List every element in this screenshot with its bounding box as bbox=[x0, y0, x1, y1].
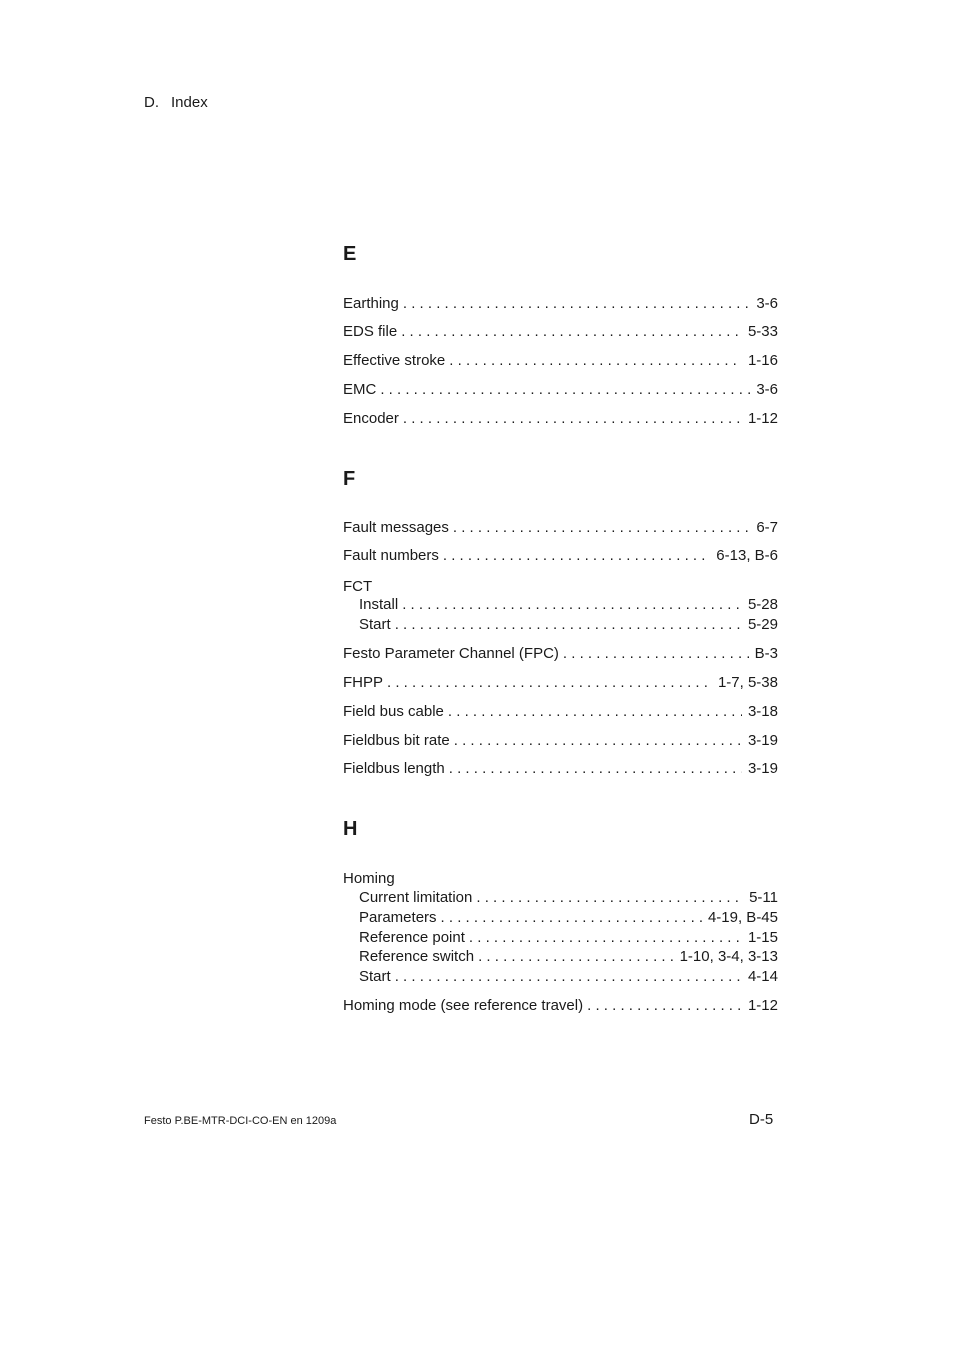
running-header bbox=[144, 94, 208, 111]
index-page-ref: 3-6 bbox=[756, 295, 778, 312]
index-entry bbox=[343, 410, 778, 430]
index-term: Fault numbers bbox=[343, 547, 439, 564]
index-term: Current limitation bbox=[359, 889, 473, 906]
leader-dots bbox=[395, 968, 742, 985]
index-term-heading: Homing bbox=[343, 870, 395, 887]
index-term: Fault messages bbox=[343, 519, 449, 536]
index-term: Homing mode (see reference travel) bbox=[343, 997, 584, 1014]
index-page-ref: 1-10, 3-4, 3-13 bbox=[679, 948, 778, 965]
index-page-ref: B-3 bbox=[754, 645, 778, 662]
index-entry bbox=[343, 760, 778, 780]
index-page-ref: 1-16 bbox=[747, 352, 778, 369]
leader-dots bbox=[403, 410, 742, 427]
index-entry bbox=[343, 352, 778, 372]
chapter-label: D. bbox=[144, 94, 159, 111]
chapter-title: Index bbox=[171, 94, 208, 111]
index-term: Start bbox=[359, 968, 391, 985]
index-page-ref: 5-28 bbox=[747, 596, 778, 613]
leader-dots bbox=[443, 547, 710, 564]
leader-dots bbox=[469, 929, 742, 946]
leader-dots bbox=[449, 760, 742, 777]
index-page-ref: 1-15 bbox=[747, 929, 778, 946]
index-entry bbox=[343, 732, 778, 752]
section-letter-e: E bbox=[343, 243, 357, 265]
index-term: EDS file bbox=[343, 323, 398, 340]
index-subentry bbox=[359, 909, 778, 929]
footer-document-id: Festo P.BE-MTR-DCI-CO-EN en 1209a bbox=[144, 1115, 337, 1127]
index-subentry bbox=[359, 889, 778, 909]
index-term: Reference point bbox=[359, 929, 465, 946]
index-term: Install bbox=[359, 596, 399, 613]
index-page-ref: 1-12 bbox=[747, 997, 778, 1014]
index-page-ref: 4-19, B-45 bbox=[707, 909, 778, 926]
index-entry bbox=[343, 547, 778, 567]
index-subentry bbox=[359, 968, 778, 988]
leader-dots bbox=[587, 997, 742, 1014]
leader-dots bbox=[402, 596, 742, 613]
leader-dots bbox=[403, 295, 750, 312]
index-term: Earthing bbox=[343, 295, 399, 312]
index-term: Start bbox=[359, 616, 391, 633]
index-page-ref: 5-11 bbox=[749, 889, 778, 906]
leader-dots bbox=[453, 519, 750, 536]
index-subentry bbox=[359, 948, 778, 968]
index-page-ref: 1-7, 5-38 bbox=[717, 674, 778, 691]
index-page-ref: 4-14 bbox=[747, 968, 778, 985]
leader-dots bbox=[449, 352, 742, 369]
index-term: Effective stroke bbox=[343, 352, 446, 369]
index-entry bbox=[343, 519, 778, 539]
footer-page-number: D-5 bbox=[749, 1111, 774, 1128]
index-entry bbox=[343, 323, 778, 343]
index-term: FHPP bbox=[343, 674, 384, 691]
leader-dots bbox=[448, 703, 742, 720]
index-term: Festo Parameter Channel (FPC) bbox=[343, 645, 559, 662]
index-term: Fieldbus length bbox=[343, 760, 445, 777]
index-term: Parameters bbox=[359, 909, 437, 926]
index-entry bbox=[343, 674, 778, 694]
index-page-ref: 5-33 bbox=[747, 323, 778, 340]
leader-dots bbox=[454, 732, 742, 749]
index-term: Fieldbus bit rate bbox=[343, 732, 450, 749]
leader-dots bbox=[387, 674, 712, 691]
leader-dots bbox=[563, 645, 749, 662]
leader-dots bbox=[478, 948, 674, 965]
index-page-ref: 3-19 bbox=[747, 732, 778, 749]
index-entry bbox=[343, 997, 778, 1017]
index-subentry bbox=[359, 929, 778, 949]
index-subentry bbox=[359, 616, 778, 636]
index-page-ref: 3-6 bbox=[756, 381, 778, 398]
leader-dots bbox=[441, 909, 702, 926]
index-page-ref: 1-12 bbox=[747, 410, 778, 427]
index-page-ref: 5-29 bbox=[747, 616, 778, 633]
index-subentry bbox=[359, 596, 778, 616]
leader-dots bbox=[476, 889, 743, 906]
index-entry bbox=[343, 645, 778, 665]
index-entry bbox=[343, 295, 778, 315]
index-term: Encoder bbox=[343, 410, 399, 427]
index-page-ref: 6-13, B-6 bbox=[716, 547, 778, 564]
leader-dots bbox=[395, 616, 742, 633]
index-page-ref: 3-19 bbox=[747, 760, 778, 777]
leader-dots bbox=[401, 323, 742, 340]
section-letter-h: H bbox=[343, 818, 358, 840]
index-term-heading: FCT bbox=[343, 578, 373, 595]
section-letter-f: F bbox=[343, 468, 356, 490]
index-page-ref: 3-18 bbox=[747, 703, 778, 720]
index-entry bbox=[343, 703, 778, 723]
index-term: EMC bbox=[343, 381, 377, 398]
index-term: Field bus cable bbox=[343, 703, 444, 720]
index-entry bbox=[343, 381, 778, 401]
leader-dots bbox=[380, 381, 750, 398]
index-page-ref: 6-7 bbox=[756, 519, 778, 536]
index-term: Reference switch bbox=[359, 948, 475, 965]
